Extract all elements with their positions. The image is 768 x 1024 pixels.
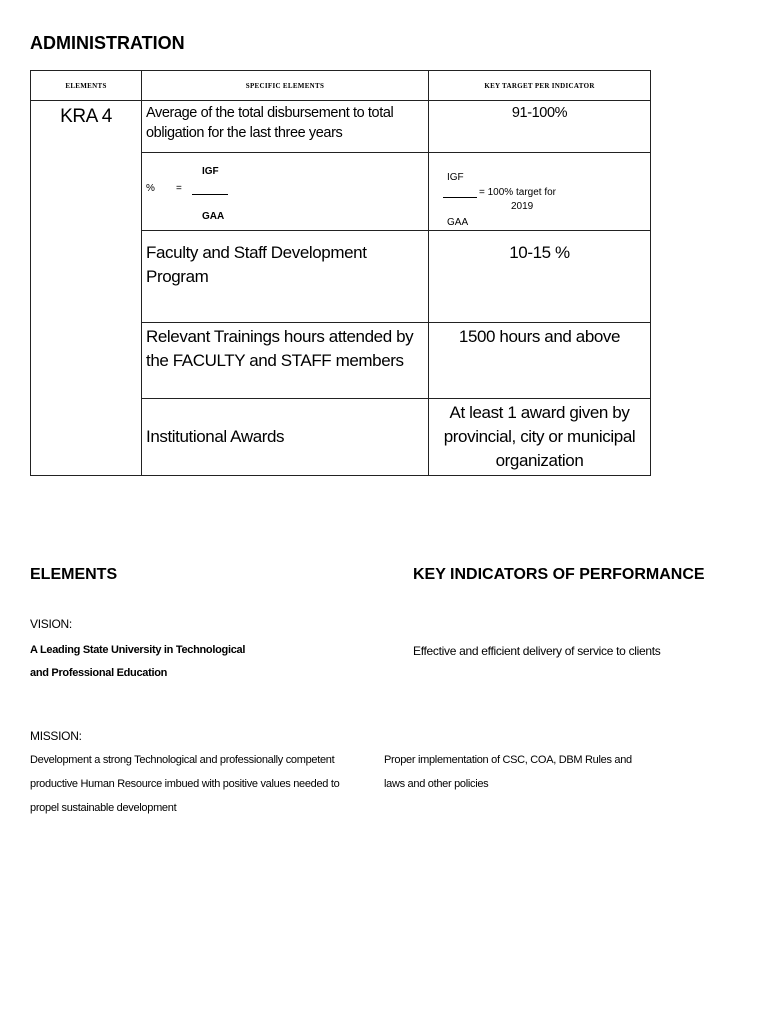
vision-line: and Professional Education <box>30 667 168 679</box>
key-target: 1500 hours and above <box>429 323 651 399</box>
target-text: = 100% target for <box>479 187 556 198</box>
key-target: 91-100% <box>429 101 651 153</box>
fraction-line <box>443 187 477 198</box>
specific-element: Average of the total disbursement to total obligation for the last three years <box>142 101 429 153</box>
mission-label: MISSION: <box>30 729 82 743</box>
vision-line: A Leading State University in Technological <box>30 644 246 656</box>
section-title: ADMINISTRATION <box>30 33 185 53</box>
table-row <box>31 101 651 153</box>
elements-heading: ELEMENTS <box>30 566 118 583</box>
mission-indicator: Proper implementation of CSC, COA, DBM Rules and <box>384 754 632 766</box>
header-elements: ELEMENTS <box>31 71 142 101</box>
table-header-row <box>31 71 651 101</box>
key-target: At least 1 award given by provincial, city or municipal organization <box>429 399 651 476</box>
target-denominator: GAA <box>447 217 469 228</box>
specific-element: Faculty and Staff Development Program <box>142 231 429 323</box>
formula-denominator: GAA <box>202 211 225 222</box>
mission-line: productive Human Resource imbued with positive values needed to <box>30 778 340 790</box>
formula-equals: = <box>176 183 182 194</box>
specific-element: Relevant Trainings hours attended by the FACULTY and STAFF members <box>142 323 429 399</box>
target-year: 2019 <box>511 201 534 212</box>
formula-cell <box>142 153 429 231</box>
kra-table <box>30 70 651 476</box>
key-indicators-heading: KEY INDICATORS OF PERFORMANCE <box>413 566 705 583</box>
fraction-line <box>192 183 228 195</box>
vision-label: VISION: <box>30 617 72 631</box>
mission-indicator: laws and other policies <box>384 778 489 790</box>
header-key-target: KEY TARGET PER INDICATOR <box>429 71 651 101</box>
kra-label: KRA 4 <box>31 101 142 476</box>
vision-indicator: Effective and efficient delivery of service to clients <box>413 644 661 658</box>
formula-percent: % <box>146 183 155 194</box>
formula-numerator: IGF <box>202 166 219 177</box>
header-specific-elements: SPECIFIC ELEMENTS <box>142 71 429 101</box>
mission-line: Development a strong Technological and professionally competent <box>30 754 335 766</box>
target-numerator: IGF <box>447 172 464 183</box>
specific-element: Institutional Awards <box>142 399 429 476</box>
target-formula-cell <box>429 153 651 231</box>
mission-line: propel sustainable development <box>30 802 177 814</box>
key-target: 10-15 % <box>429 231 651 323</box>
